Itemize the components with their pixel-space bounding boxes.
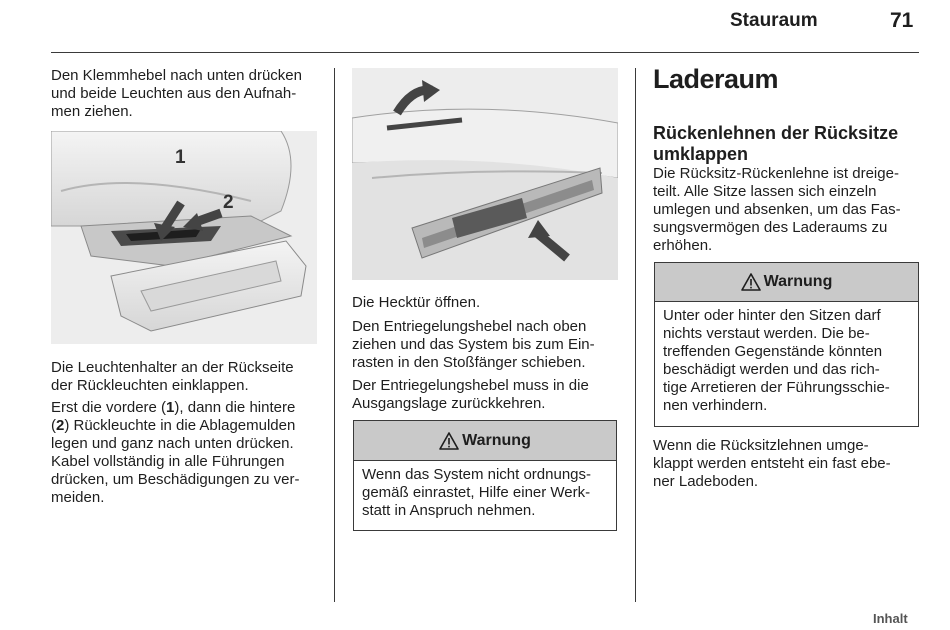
warning-text: Unter oder hinter den Sitzen darf nichts verstaut werden. Die be- treffenden Gegenstände könnten beschädigt werden und das rich- tige Arretieren der Führungsschie- nen verhindern. (663, 307, 890, 414)
column-divider (334, 68, 335, 602)
intro-paragraph: Den Klemmhebel nach unten drücken und beide Leuchten aus den Aufnah- men ziehen. (51, 67, 302, 120)
paragraph: Die Leuchtenhalter an der Rückseite der Rückleuchten einklappen. (51, 359, 294, 394)
paragraph: Die Rücksitz-Rückenlehne ist dreige- teilt. Alle Sitze lassen sich einzeln umlegen und absenken, um das Fas- sungsvermögen des Laderaums zu erhöhen. (653, 165, 901, 254)
page-number: 71 (890, 9, 914, 32)
warning-header (354, 421, 616, 461)
header-rule (51, 52, 919, 53)
warning-triangle-icon (741, 273, 761, 291)
paragraph: Erst die vordere (1), dann die hintere (2) Rückleuchte in die Ablagemulden legen und ganz nach unten drücken. Kabel vollständig in alle Führungen drücken, um Beschädigungen zu ver- meiden. (51, 399, 300, 506)
subheading: Rückenlehnen der Rücksitze umklappen (653, 123, 899, 164)
paragraph: Den Entriegelungshebel nach oben ziehen und das System bis zum Ein- rasten in den Stoßfänger schieben. (352, 318, 595, 371)
warning-box (353, 420, 617, 531)
warning-header (655, 263, 918, 302)
paragraph: Der Entriegelungshebel muss in die Ausgangslage zurückkehren. (352, 377, 589, 412)
warning-title: Warnung (462, 431, 531, 449)
main-heading: Laderaum (653, 64, 779, 94)
warning-text: Wenn das System nicht ordnungs- gemäß einrastet, Hilfe einer Werk- statt in Anspruch nehmen. (362, 466, 592, 519)
warning-triangle-icon (439, 432, 459, 450)
bumper-illustration (352, 68, 618, 280)
contents-link[interactable]: Inhalt (873, 611, 908, 626)
bumper-drawing (352, 68, 618, 280)
column-divider (635, 68, 636, 602)
paragraph: Die Hecktür öffnen. (352, 294, 481, 311)
section-title: Stauraum (730, 10, 818, 31)
callout-1: 1 (175, 147, 186, 168)
tail-light-drawing (51, 131, 317, 344)
warning-title: Warnung (763, 273, 833, 290)
callout-2: 2 (223, 192, 234, 213)
warning-box (654, 262, 919, 427)
paragraph: Wenn die Rücksitzlehnen umge- klappt werden entsteht ein fast ebe- ner Ladeboden. (653, 437, 891, 490)
tail-light-illustration (51, 131, 317, 344)
